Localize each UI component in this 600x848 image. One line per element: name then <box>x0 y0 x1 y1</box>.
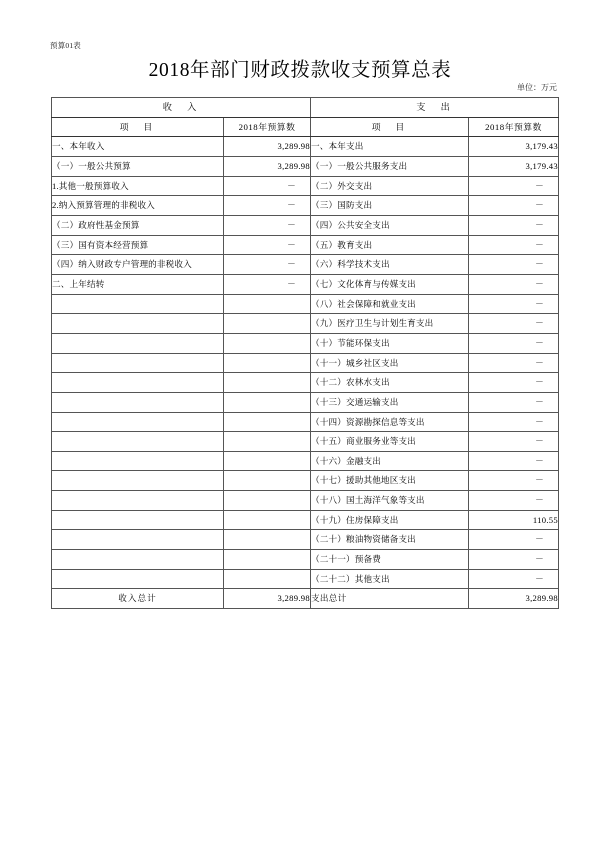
expenditure-item-amount: － <box>469 569 559 589</box>
income-item-amount: － <box>224 196 311 216</box>
table-row <box>52 392 559 412</box>
expenditure-item-amount: － <box>469 314 559 334</box>
income-item-amount: － <box>224 176 311 196</box>
table-header <box>52 98 559 137</box>
income-item-amount <box>224 353 311 373</box>
expenditure-item-label: （三）国防支出 <box>311 196 469 216</box>
table-row <box>52 137 559 157</box>
income-item-label <box>52 569 224 589</box>
expenditure-item-label: （八）社会保障和就业支出 <box>311 294 469 314</box>
income-item-amount: － <box>224 215 311 235</box>
income-item-amount: 3,289.98 <box>224 137 311 157</box>
expenditure-item-amount: － <box>469 353 559 373</box>
expenditure-item-amount: － <box>469 412 559 432</box>
income-item-amount: － <box>224 235 311 255</box>
income-item-label: 一、本年收入 <box>52 137 224 157</box>
table-row <box>52 235 559 255</box>
header-income-amount: 2018年预算数 <box>224 117 311 137</box>
expenditure-item-label: （十六）金融支出 <box>311 451 469 471</box>
income-item-label <box>52 294 224 314</box>
income-item-label <box>52 392 224 412</box>
income-item-label <box>52 451 224 471</box>
income-item-amount <box>224 314 311 334</box>
expenditure-item-amount: － <box>469 196 559 216</box>
table-row <box>52 432 559 452</box>
expenditure-item-label: （十二）农林水支出 <box>311 373 469 393</box>
table-row <box>52 353 559 373</box>
header-income-group: 收 入 <box>52 98 311 118</box>
income-item-amount <box>224 550 311 570</box>
expenditure-item-amount: － <box>469 471 559 491</box>
totals-row <box>52 589 559 609</box>
expenditure-item-amount: － <box>469 215 559 235</box>
expenditure-item-label: （六）科学技术支出 <box>311 255 469 275</box>
expenditure-item-label: （二十）粮油物资储备支出 <box>311 530 469 550</box>
table-row <box>52 569 559 589</box>
table-row <box>52 176 559 196</box>
table-row <box>52 491 559 511</box>
income-item-label <box>52 333 224 353</box>
income-item-label <box>52 510 224 530</box>
expenditure-item-amount: － <box>469 491 559 511</box>
table-row <box>52 314 559 334</box>
expenditure-item-label: 一、本年支出 <box>311 137 469 157</box>
expenditure-item-label: （十三）交通运输支出 <box>311 392 469 412</box>
table-row <box>52 550 559 570</box>
expenditure-item-label: （十四）资源勘探信息等支出 <box>311 412 469 432</box>
income-item-amount: － <box>224 274 311 294</box>
table-row <box>52 255 559 275</box>
table-row <box>52 274 559 294</box>
expenditure-item-label: （二十一）预备费 <box>311 550 469 570</box>
expenditure-item-amount: － <box>469 432 559 452</box>
header-income-item: 项 目 <box>52 117 224 137</box>
income-item-amount <box>224 510 311 530</box>
income-item-label <box>52 353 224 373</box>
expenditure-total-amount: 3,289.98 <box>469 589 559 609</box>
income-item-label: （一）一般公共预算 <box>52 156 224 176</box>
expenditure-item-label: （九）医疗卫生与计划生育支出 <box>311 314 469 334</box>
income-total-label: 收入总计 <box>52 589 224 609</box>
income-item-amount <box>224 569 311 589</box>
expenditure-item-label: （二）外交支出 <box>311 176 469 196</box>
income-item-label: （二）政府性基金预算 <box>52 215 224 235</box>
income-item-amount <box>224 471 311 491</box>
table-footer <box>52 589 559 609</box>
expenditure-item-amount: － <box>469 451 559 471</box>
expenditure-item-amount: － <box>469 294 559 314</box>
expenditure-item-amount: － <box>469 176 559 196</box>
expenditure-item-amount: 3,179.43 <box>469 156 559 176</box>
expenditure-item-label: （十七）援助其他地区支出 <box>311 471 469 491</box>
table-row <box>52 196 559 216</box>
table-row <box>52 294 559 314</box>
income-item-amount <box>224 412 311 432</box>
income-item-label <box>52 314 224 334</box>
income-item-label <box>52 432 224 452</box>
header-expenditure-amount: 2018年预算数 <box>469 117 559 137</box>
income-item-amount <box>224 392 311 412</box>
expenditure-item-amount: － <box>469 235 559 255</box>
income-item-amount <box>224 530 311 550</box>
expenditure-item-label: （七）文化体育与传媒支出 <box>311 274 469 294</box>
unit-label: 单位：万元 <box>517 83 557 92</box>
table-row <box>52 471 559 491</box>
income-item-label: 二、上年结转 <box>52 274 224 294</box>
expenditure-item-label: （十八）国土海洋气象等支出 <box>311 491 469 511</box>
expenditure-item-amount: － <box>469 333 559 353</box>
table-row <box>52 412 559 432</box>
income-item-amount <box>224 491 311 511</box>
expenditure-total-label: 支出总计 <box>311 589 469 609</box>
header-expenditure-group: 支 出 <box>311 98 559 118</box>
expenditure-item-amount: 3,179.43 <box>469 137 559 157</box>
income-total-amount: 3,289.98 <box>224 589 311 609</box>
table-body <box>52 137 559 589</box>
income-item-label: 2.纳入预算管理的非税收入 <box>52 196 224 216</box>
income-item-amount <box>224 294 311 314</box>
header-expenditure-item: 项 目 <box>311 117 469 137</box>
expenditure-item-label: （二十二）其他支出 <box>311 569 469 589</box>
income-item-label <box>52 550 224 570</box>
income-item-amount <box>224 333 311 353</box>
expenditure-item-label: （四）公共安全支出 <box>311 215 469 235</box>
table-row <box>52 451 559 471</box>
expenditure-item-amount: － <box>469 392 559 412</box>
income-item-label <box>52 530 224 550</box>
income-item-label <box>52 412 224 432</box>
income-item-label: （四）纳入财政专户管理的非税收入 <box>52 255 224 275</box>
income-item-label: 1.其他一般预算收入 <box>52 176 224 196</box>
income-item-amount <box>224 432 311 452</box>
expenditure-item-amount: － <box>469 530 559 550</box>
form-code-label: 预算01表 <box>50 41 81 50</box>
table-row <box>52 530 559 550</box>
expenditure-item-label: （十）节能环保支出 <box>311 333 469 353</box>
table-row <box>52 215 559 235</box>
income-item-amount <box>224 373 311 393</box>
table-row <box>52 156 559 176</box>
expenditure-item-label: （五）教育支出 <box>311 235 469 255</box>
expenditure-item-amount: － <box>469 255 559 275</box>
table-subheader-row <box>52 117 559 137</box>
income-item-label <box>52 471 224 491</box>
table-group-header-row <box>52 98 559 118</box>
budget-table-container <box>51 97 558 609</box>
income-item-amount: 3,289.98 <box>224 156 311 176</box>
page-title: 2018年部门财政拨款收支预算总表 <box>148 60 452 81</box>
expenditure-item-label: （十一）城乡社区支出 <box>311 353 469 373</box>
expenditure-item-amount: － <box>469 373 559 393</box>
income-item-amount: － <box>224 255 311 275</box>
expenditure-item-amount: － <box>469 550 559 570</box>
income-item-label: （三）国有资本经营预算 <box>52 235 224 255</box>
expenditure-item-amount: 110.55 <box>469 510 559 530</box>
income-item-label <box>52 373 224 393</box>
table-row <box>52 510 559 530</box>
expenditure-item-label: （十五）商业服务业等支出 <box>311 432 469 452</box>
table-row <box>52 373 559 393</box>
expenditure-item-amount: － <box>469 274 559 294</box>
income-item-label <box>52 491 224 511</box>
income-item-amount <box>224 451 311 471</box>
expenditure-item-label: （一）一般公共服务支出 <box>311 156 469 176</box>
table-row <box>52 333 559 353</box>
budget-table <box>51 97 559 609</box>
expenditure-item-label: （十九）住房保障支出 <box>311 510 469 530</box>
